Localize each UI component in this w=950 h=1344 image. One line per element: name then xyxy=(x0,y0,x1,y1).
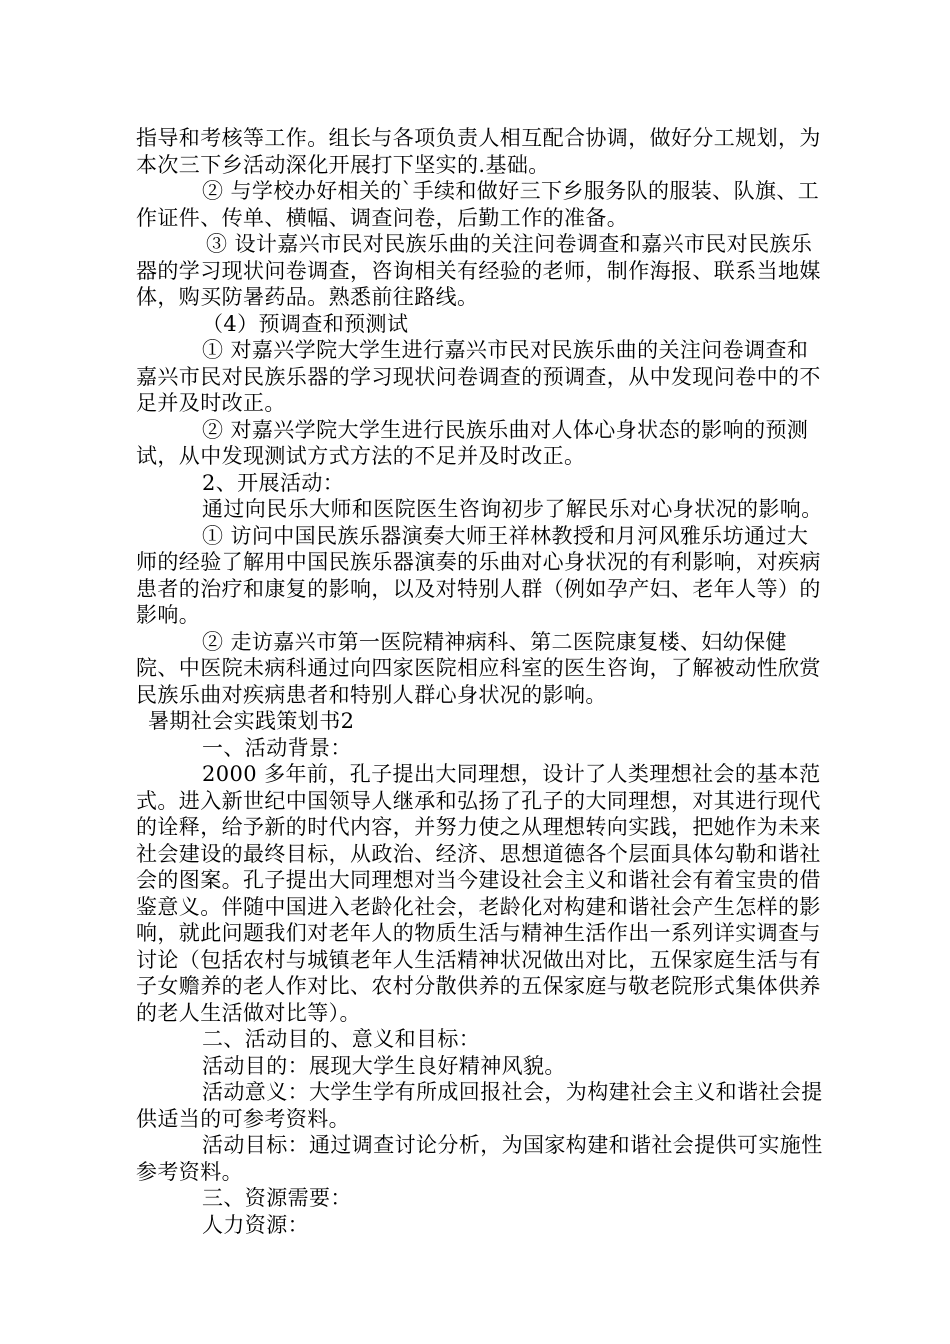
paragraph: ② 走访嘉兴市第一医院精神病科、第二医院康复楼、妇幼保健院、中医院未病科通过向四家医院相应科室的医生咨询，了解被动性欣赏民族乐曲对疾病患者和特别人群心身状况的影响。 xyxy=(136,629,821,707)
paragraph: 通过向民乐大师和医院医生咨询初步了解民乐对心身状况的影响。 xyxy=(202,497,823,521)
paragraph: ② 与学校办好相关的`手续和做好三下乡服务队的服装、队旗、工作证件、传单、横幅、调查问卷，后勤工作的准备。 xyxy=(136,179,820,230)
paragraph: 活动目标：通过调查讨论分析，为国家构建和谐社会提供可实施性参考资料。 xyxy=(136,1133,823,1184)
paragraph: 2000 多年前，孔子提出大同理想，设计了人类理想社会的基本范式。进入新世纪中国领导人继承和弘扬了孔子的大同理想，对其进行现代的诠释，给予新的时代内容，并努力使之从理想转向实践，把她作为未来社会建设的最终目标，从政治、经济、思想道德各个层面具体勾勒和谐社会的图案。孔子提出大同理想对当今建设社会主义和谐社会有着宝贵的借鉴意义。伴随中国进入老龄化社会，老龄化对构建和谐社会产生怎样的影响，就此问题我们对老年人的物质生活与精神生活作出一系列详实调查与讨论（包括农村与城镇老年人生活精神状况做出对比，五保家庭生活与有子女赡养的老人作对比、农村分散供养的五保家庭与敬老院形式集体供养的老人生活做对比等）。 xyxy=(136,762,821,1025)
paragraph: ① 对嘉兴学院大学生进行嘉兴市民对民族乐曲的关注问卷调查和嘉兴市民对民族乐器的学习现状问卷调查的预调查，从中发现问卷中的不足并及时改正。 xyxy=(136,338,821,415)
section-heading: （4）预调查和预测试 xyxy=(202,311,409,336)
paragraph: ③ 设计嘉兴市民对民族乐曲的关注问卷调查和嘉兴市民对民族乐器的学习现状问卷调查，咨询相关有经验的老师，制作海报、联系当地媒体，购买防暑药品。熟悉前往路线。 xyxy=(136,232,821,309)
section-heading: 一、活动背景： xyxy=(202,735,352,760)
document-body xyxy=(136,125,826,1238)
paragraph: 活动目的：展现大学生良好精神风貌。 xyxy=(202,1053,566,1078)
document-subtitle: 暑期社会实践策划书2 xyxy=(148,709,355,733)
section-heading: 二、活动目的、意义和目标： xyxy=(202,1027,481,1051)
section-heading: 2、开展活动： xyxy=(202,470,345,495)
paragraph: ② 对嘉兴学院大学生进行民族乐曲对人体心身状态的影响的预测试，从中发现测试方式方法的不足并及时改正。 xyxy=(136,417,809,468)
paragraph: 活动意义：大学生学有所成回报社会，为构建社会主义和谐社会提供适当的可参考资料。 xyxy=(136,1080,823,1131)
section-heading: 三、资源需要： xyxy=(202,1186,352,1210)
paragraph: ① 访问中国民族乐器演奏大师王祥林教授和月河风雅乐坊通过大师的经验了解用中国民族乐器演奏的乐曲对心身状况的有利影响，对疾病患者的治疗和康复的影响，以及对特别人群（例如孕产妇、老年人等）的影响。 xyxy=(136,523,821,627)
paragraph: 指导和考核等工作。组长与各项负责人相互配合协调，做好分工规划，为本次三下乡活动深化开展打下坚实的.基础。 xyxy=(136,126,821,177)
paragraph: 人力资源： xyxy=(202,1212,309,1237)
